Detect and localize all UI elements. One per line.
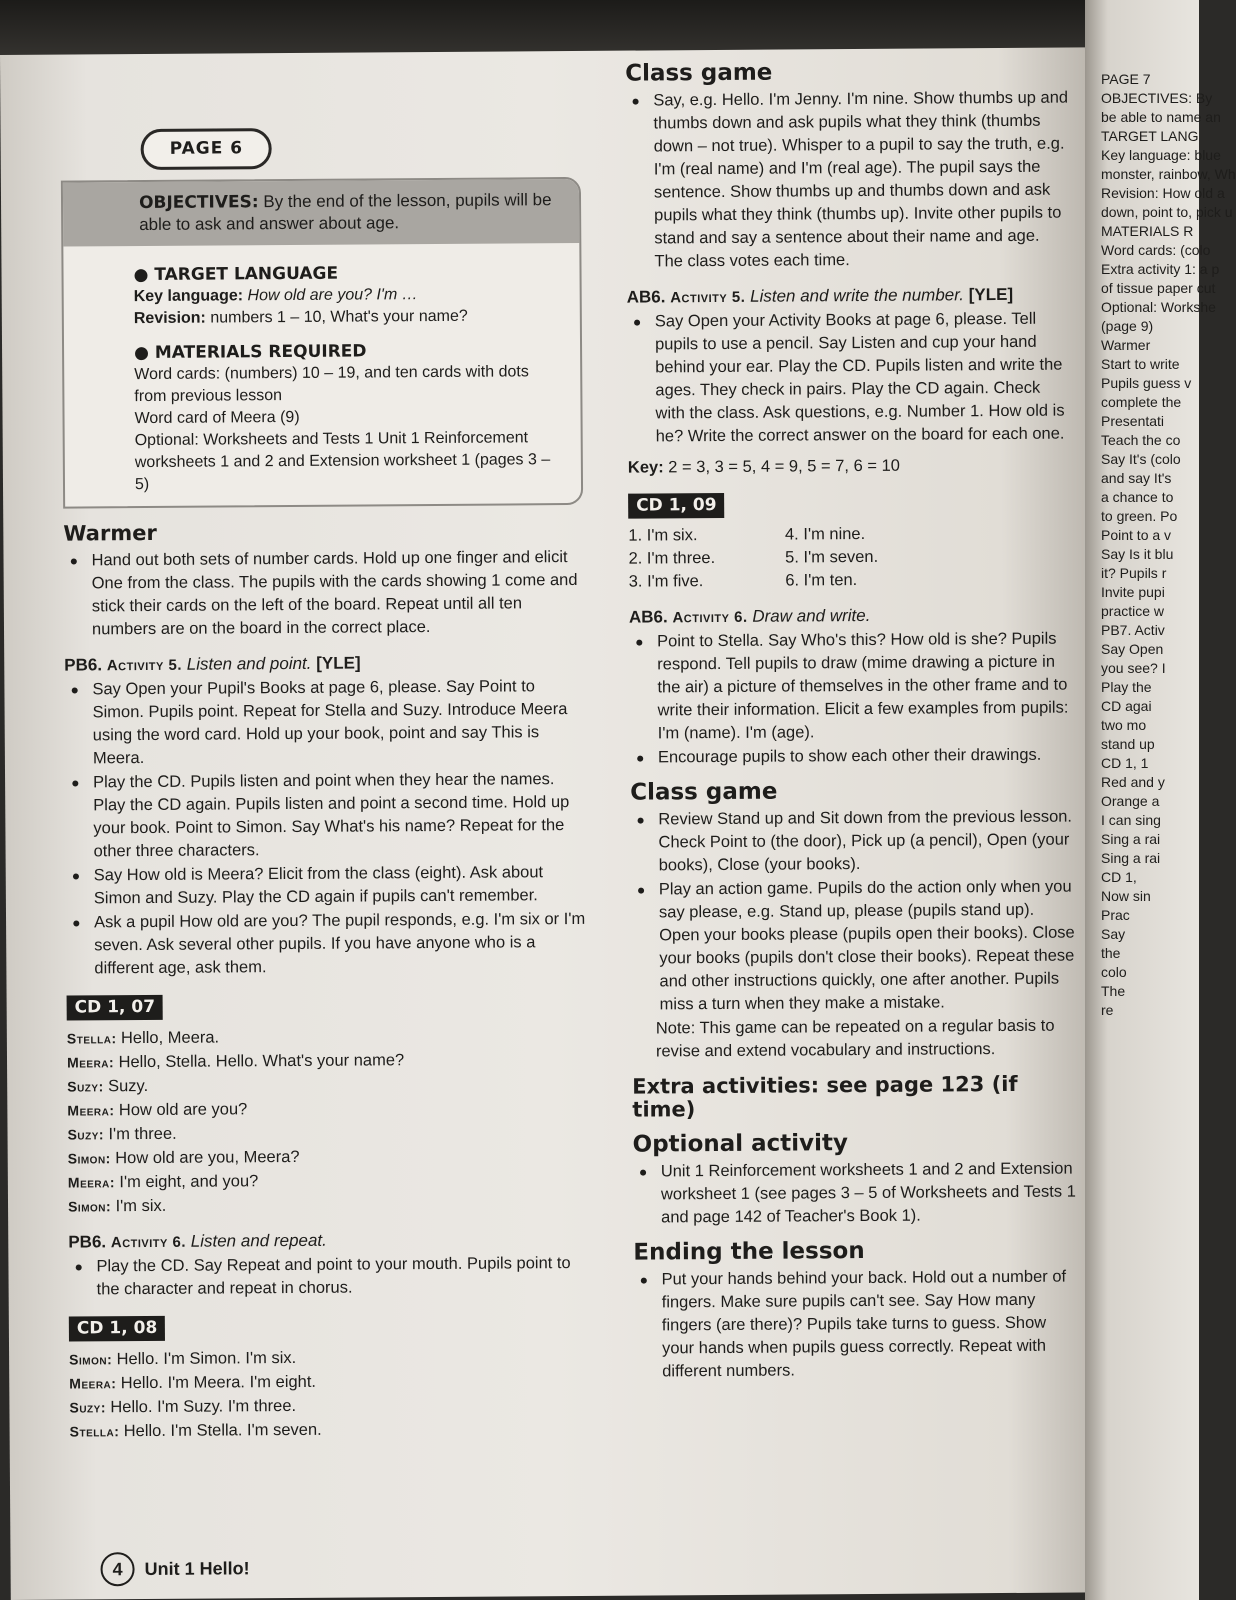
speaker-name: Stella:: [66, 1030, 122, 1047]
ending-heading: Ending the lesson: [633, 1237, 865, 1266]
cd-track-label: CD 1, 09: [628, 493, 725, 519]
dialog-line: [68, 1168, 588, 1195]
dialog-line: [69, 1393, 589, 1420]
class-game-step: ● Say, e.g. Hello. I'm Jenny. I'm nine. Show thumbs up and thumbs down and ask pupils what they think (thumbs down – not true). Whisper to a pupil to say the truth, e.g. I'm (real name) and I'm (real age). The pupil says the sentence. Show thumbs up and thumbs down and ask pupils what they think (thumbs up). Invite other pupils to stand and say a sentence about their name and age. The class votes each time.: [629, 87, 1071, 274]
next-page-fragments: [1101, 70, 1236, 1020]
class-game-heading: Class game: [625, 59, 773, 87]
cd109-column-2: [785, 523, 879, 593]
next-page-fragment: Red and y: [1101, 774, 1165, 790]
cd-answer: 4. I'm nine.: [784, 524, 866, 544]
extra-activities-heading: Extra activities: see page 123 (if time): [632, 1071, 1018, 1122]
ending-list: [637, 1266, 1079, 1384]
dialog-cd107: [67, 1024, 588, 1219]
speaker-name: Simon:: [69, 1351, 117, 1368]
next-page-fragment: of tissue paper cut: [1101, 280, 1216, 296]
class-game-list: [629, 87, 1071, 274]
next-page-fragment: re: [1101, 1002, 1114, 1018]
speaker-name: Suzy:: [67, 1078, 109, 1095]
next-page-fragment: Pupils guess v: [1101, 375, 1192, 391]
activity-step: ● Encourage pupils to show each other their drawings.: [634, 744, 1075, 770]
next-page-fragment: Revision: How old a: [1101, 185, 1225, 201]
materials-list: [134, 361, 565, 496]
speaker-name: Simon:: [67, 1198, 116, 1215]
dialog-line: [67, 1024, 587, 1051]
next-page-fragment: Now sin: [1101, 888, 1151, 904]
optional-activity-heading: Optional activity: [632, 1130, 849, 1158]
next-page-fragment: Sing a rai: [1101, 850, 1161, 866]
next-page-fragment: Say: [1101, 926, 1126, 942]
book-page-right-edge: [1085, 0, 1236, 1600]
activity-step: ● Say Open your Activity Books at page 6, please. Tell pupils to use a pencil. Say Listen and cup your hand behind your ear. Play the CD. Pupils listen and write the ages. They check in pairs. Play the CD again. Check with the class. Ask questions, e.g. Number 1. How old is he? Write the correct answer on the board for each one.: [631, 308, 1073, 449]
speaker-name: Meera:: [67, 1102, 119, 1119]
dialog-line: [70, 1417, 590, 1444]
spoken-line: Hello. I'm Stella. I'm seven.: [123, 1420, 322, 1441]
middle-column: [625, 48, 1079, 1385]
next-page-fragment: Optional: Workshe: [1101, 299, 1216, 315]
cd-answer: 5. I'm seven.: [785, 547, 879, 567]
next-page-fragment: be able to name an: [1101, 109, 1221, 125]
next-page-fragment: PAGE 7: [1101, 71, 1151, 87]
cd-track-label: CD 1, 07: [67, 995, 164, 1021]
warmer-item: ● Hand out both sets of number cards. Hold up one finger and elicit One from the class. The pupils with the cards showing 1 come and stick their cards on the left of the board. Repeat until all ten numbers are on the board in the correct place.: [67, 546, 584, 642]
answer-key: Key: 2 = 3, 3 = 5, 4 = 9, 5 = 7, 6 = 10: [627, 456, 900, 477]
next-page-fragment: practice w: [1101, 603, 1165, 619]
speaker-name: Meera:: [66, 1054, 119, 1071]
next-page-fragment: Warmer: [1101, 337, 1151, 353]
speaker-name: Stella:: [69, 1423, 124, 1440]
next-page-fragment: CD agai: [1101, 698, 1152, 714]
ab6-activity5-list: [631, 308, 1073, 449]
speaker-name: Meera:: [67, 1174, 120, 1191]
next-page-fragment: colo: [1101, 964, 1127, 980]
warmer-heading: Warmer: [63, 520, 157, 546]
cd-track-label: CD 1, 08: [69, 1316, 166, 1342]
cd109-answers: [628, 522, 1073, 594]
dialog-line: [67, 1096, 587, 1123]
revision-line: Revision: numbers 1 – 10, What's your name?: [133, 307, 468, 328]
dialog-line: [68, 1144, 588, 1171]
next-page-fragment: MATERIALS R: [1101, 223, 1194, 239]
materials-heading: ● MATERIALS REQUIRED: [134, 341, 367, 364]
next-page-fragment: Orange a: [1101, 793, 1160, 809]
dialog-line: [69, 1369, 589, 1396]
key-language-line: Key language: How old are you? I'm …: [133, 286, 418, 306]
objectives-header: [63, 179, 579, 247]
target-language-heading: ● TARGET LANGUAGE: [133, 263, 339, 286]
next-page-fragment: The: [1101, 983, 1126, 999]
next-page-fragment: Play the: [1101, 679, 1152, 695]
page-number: 4: [100, 1552, 134, 1586]
next-page-fragment: monster, rainbow, Wh: [1101, 166, 1236, 182]
next-page-fragment: OBJECTIVES: By: [1101, 90, 1213, 106]
next-page-fragment: CD 1,: [1101, 869, 1137, 885]
next-page-fragment: CD 1, 1: [1101, 755, 1149, 771]
objectives-box: [61, 177, 583, 509]
next-page-fragment: Extra activity 1: a p: [1101, 261, 1220, 277]
next-page-fragment: PB7. Activ: [1101, 622, 1165, 638]
next-page-fragment: complete the: [1101, 394, 1182, 410]
page-footer: [100, 1551, 249, 1586]
dialog-line: [67, 1048, 587, 1075]
next-page-fragment: Invite pupi: [1101, 584, 1165, 600]
ab6-activity6-heading: AB6. Activity 6. Draw and write.: [628, 605, 871, 627]
dialog-line: [68, 1192, 588, 1219]
spoken-line: Hello. I'm Simon. I'm six.: [116, 1348, 297, 1369]
speaker-name: Simon:: [67, 1150, 116, 1167]
objectives-label: OBJECTIVES:: [138, 192, 259, 214]
pb6-activity6-heading: PB6. Activity 6. Listen and repeat.: [68, 1230, 327, 1252]
spoken-line: Suzy.: [108, 1076, 149, 1096]
pb6-activity6-list: [72, 1252, 588, 1302]
class-game-heading-2: Class game: [630, 778, 778, 806]
next-page-fragment: Sing a rai: [1101, 831, 1161, 847]
next-page-fragment: Say It's (colo: [1101, 451, 1181, 467]
objectives-text: By the end of the lesson, pupils will be able to ask and answer about age.: [139, 190, 552, 235]
material-item: Word card of Meera (9): [134, 408, 300, 428]
spoken-line: I'm three.: [108, 1124, 177, 1144]
next-page-fragment: Word cards: (colo: [1101, 242, 1211, 258]
speaker-name: Meera:: [69, 1375, 121, 1392]
material-item: Optional: Worksheets and Tests 1 Unit 1 Reinforcement worksheets 1 and 2 and Extension worksheet 1 (pages 3 – 5): [134, 429, 551, 494]
dialog-cd108: [69, 1345, 590, 1444]
activity-step: ● Say How old is Meera? Elicit from the class (eight). Ask about Simon and Suzy. Play the CD again if pupils can't remember.: [70, 861, 586, 911]
next-page-fragment: stand up: [1101, 736, 1155, 752]
cd-answer: 3. I'm five.: [628, 572, 704, 591]
unit-title: Unit 1 Hello!: [144, 1557, 250, 1579]
cd109-column-1: [628, 524, 715, 594]
next-page-fragment: a chance to: [1101, 489, 1174, 505]
class-game-2-list: [634, 806, 1076, 1017]
next-page-fragment: Teach the co: [1101, 432, 1181, 448]
spoken-line: I'm eight, and you?: [119, 1172, 259, 1192]
optional-step: ● Unit 1 Reinforcement worksheets 1 and 2 and Extension worksheet 1 (see pages 3 – 5 of Worksheets and Tests 1 and page 142 of Teacher's Book 1).: [637, 1158, 1078, 1230]
next-page-fragment: you see? I: [1101, 660, 1166, 676]
next-page-fragment: the: [1101, 945, 1121, 961]
objectives-body: [63, 243, 581, 507]
next-page-fragment: Say Is it blu: [1101, 546, 1174, 562]
next-page-fragment: I can sing: [1101, 812, 1161, 828]
next-page-fragment: down, point to, pick u: [1101, 204, 1233, 220]
activity-step: ● Play the CD. Pupils listen and point when they hear the names. Play the CD again. Pupils listen and point a second time. Hold up your book. Point to Simon. Say What's his name? Repeat for the other three characters.: [69, 768, 586, 864]
cd-answer: 2. I'm three.: [628, 549, 716, 568]
speaker-name: Suzy:: [69, 1399, 111, 1416]
next-page-fragment: Prac: [1101, 907, 1130, 923]
next-page-fragment: Say Open: [1101, 641, 1164, 657]
book-page-left: [0, 47, 1096, 1600]
spoken-line: Hello. I'm Suzy. I'm three.: [110, 1396, 297, 1417]
next-page-fragment: TARGET LANG: [1101, 128, 1199, 144]
speaker-name: Suzy:: [67, 1126, 109, 1143]
activity-step: ● Say Open your Pupil's Books at page 6, please. Say Point to Simon. Pupils point. Repeat for Stella and Suzy. Introduce Meera using the word card. Hold up your book, point and say This is Meera.: [68, 675, 585, 771]
activity-step: ● Play the CD. Say Repeat and point to your mouth. Pupils point to the character and repeat in chorus.: [72, 1252, 588, 1302]
ending-step: ● Put your hands behind your back. Hold out a number of fingers. Make sure pupils can't see. Say How many fingers (are there)? Pupils take turns to guess. Show your hands when pupils guess correctly. Repeat with different numbers.: [637, 1266, 1079, 1384]
spoken-line: How old are you, Meera?: [115, 1147, 300, 1168]
ab6-activity6-list: [633, 628, 1075, 770]
cd-answer: 1. I'm six.: [628, 526, 698, 545]
optional-activity-list: [637, 1158, 1078, 1230]
note-text: Note: This game can be repeated on a regular basis to revise and extend vocabulary and instructions.: [655, 1016, 1055, 1061]
activity-step: ● Point to Stella. Say Who's this? How old is she? Pupils respond. Tell pupils to draw (mime drawing a picture in the air) a picture of themselves in the other frame and to write their information. Elicit a few examples from pupils: I'm (name). I'm (age).: [633, 628, 1075, 746]
spoken-line: Hello. I'm Meera. I'm eight.: [120, 1372, 317, 1393]
spoken-line: Hello, Meera.: [120, 1028, 220, 1048]
pb6-activity5-heading: PB6. Activity 5. Listen and point. [YLE]: [64, 653, 361, 675]
dialog-line: [69, 1345, 589, 1372]
spoken-line: Hello, Stella. Hello. What's your name?: [118, 1051, 405, 1072]
class-game-step: ● Review Stand up and Sit down from the previous lesson. Check Point to (the door), Pick up (a pencil), Open (your books), Close (your books).: [634, 806, 1075, 878]
next-page-fragment: Point to a v: [1101, 527, 1172, 543]
ab6-activity5-heading: AB6. Activity 5. Listen and write the number. [YLE]: [626, 284, 1014, 307]
activity-step: ● Ask a pupil How old are you? The pupil responds, e.g. I'm six or I'm seven. Ask several other pupils. If you have anyone who is a different age, ask them.: [70, 908, 586, 981]
next-page-fragment: to green. Po: [1101, 508, 1178, 524]
warmer-list: [67, 546, 584, 642]
next-page-fragment: (page 9): [1101, 318, 1154, 334]
spoken-line: I'm six.: [115, 1196, 167, 1216]
class-game-step: ● Play an action game. Pupils do the action only when you say please, e.g. Stand up, please (pupils stand up). Open your books please (pupils open their books). Close your books (pupils don't close their books). Repeat these and other instructions quickly, one after another. Pupils miss a turn when they make a mistake.: [635, 876, 1077, 1017]
material-item: Word cards: (numbers) 10 – 19, and ten cards with dots from previous lesson: [134, 363, 529, 406]
next-page-fragment: Presentati: [1101, 413, 1165, 429]
page-badge: PAGE 6: [141, 128, 273, 170]
next-page-fragment: two mo: [1101, 717, 1147, 733]
next-page-fragment: Start to write: [1101, 356, 1180, 372]
next-page-fragment: Key language: blue: [1101, 147, 1221, 163]
cd-answer: 6. I'm ten.: [785, 571, 858, 590]
spoken-line: How old are you?: [118, 1100, 248, 1120]
dialog-line: [67, 1072, 587, 1099]
next-page-fragment: and say It's: [1101, 470, 1172, 486]
pb6-activity5-list: [68, 675, 586, 981]
dialog-line: [67, 1120, 587, 1147]
next-page-fragment: it? Pupils r: [1101, 565, 1167, 581]
left-column: [61, 126, 590, 1445]
